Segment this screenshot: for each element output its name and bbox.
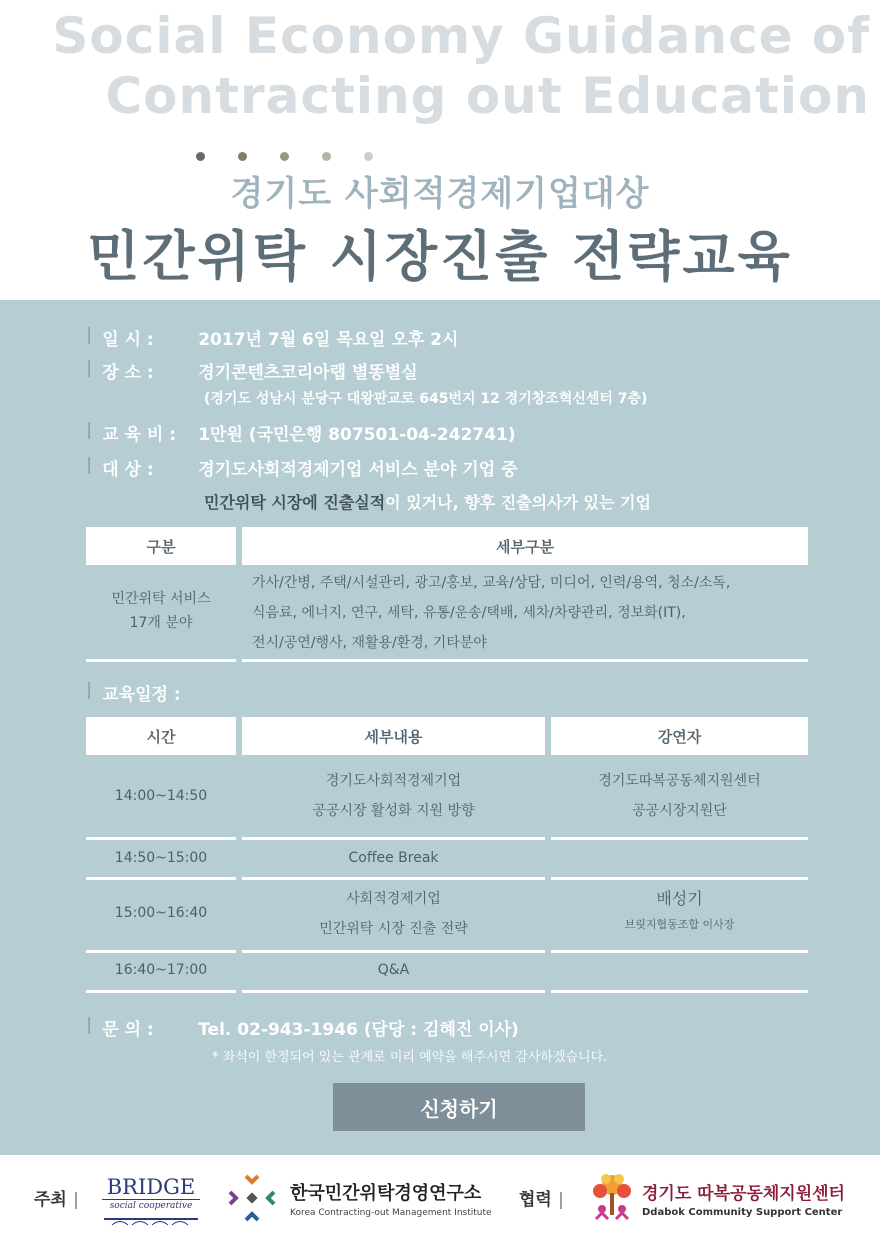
- dot-5: [364, 152, 373, 161]
- bridge-logo: [102, 1175, 200, 1230]
- info-place: [86, 358, 418, 383]
- place-label: 장 소 :: [102, 363, 154, 383]
- row-2-divider: [551, 877, 808, 880]
- schedule-row-4-content: Q&A: [377, 962, 410, 978]
- contact-value: Tel. 02-943-1946 (담당 : 김혜진 이사): [198, 1020, 519, 1040]
- schedule-label-text: 교육일정 :: [102, 685, 181, 705]
- host-label: 주최: [34, 1190, 67, 1210]
- target-label: 대 상 :: [102, 460, 154, 480]
- schedule-row-3-speaker: [551, 884, 808, 936]
- kcmi-sub: Korea Contracting-out Management Institute: [290, 1208, 492, 1218]
- ddabok-name: 경기도 따복공동체지원센터: [642, 1184, 845, 1204]
- schedule-row-3-time: 15:00~16:40: [114, 905, 208, 921]
- target-line-2-highlight: 민간위탁 시장에 진출실적: [204, 493, 386, 512]
- footer: [0, 1155, 880, 1245]
- dot-2: [238, 152, 247, 161]
- date-value: 2017년 7월 6일 목요일 오후 2시: [198, 330, 459, 350]
- schedule-row-2-time: 14:50~15:00: [114, 850, 208, 866]
- category-right-line-2: 식음료, 에너지, 연구, 세탁, 유통/운송/택배, 세차/차량관리, 정보화(IT),: [252, 605, 686, 621]
- schedule-row-1-content: [242, 766, 545, 826]
- row-3-content-line-1: 사회적경제기업: [346, 891, 441, 907]
- info-fee: [86, 420, 516, 445]
- partner-label: 협력: [519, 1190, 552, 1210]
- row-4-divider: [86, 990, 236, 993]
- date-label: 일 시 :: [102, 330, 154, 350]
- info-contact: [86, 1015, 519, 1040]
- apply-button[interactable]: 신청하기: [333, 1083, 585, 1131]
- schedule-header-time: 시간: [86, 717, 236, 755]
- reservation-note: * 좌석이 한정되어 있는 관계로 미리 예약을 해주시면 감사하겠습니다.: [212, 1050, 608, 1065]
- fee-value: 1만원 (국민은행 807501-04-242741): [198, 425, 516, 445]
- row-1-speaker-line-2: 공공시장지원단: [632, 803, 727, 819]
- separator-bar: |: [72, 1190, 80, 1210]
- row-1-content-line-1: 경기도사회적경제기업: [325, 773, 462, 789]
- schedule-row-2-content: Coffee Break: [348, 850, 439, 866]
- info-target: [86, 455, 518, 480]
- ddabok-sub: Ddabok Community Support Center: [642, 1207, 843, 1218]
- row-3-divider: [551, 950, 808, 953]
- bullet-bar: |: [86, 358, 93, 378]
- category-right-cell: [252, 568, 730, 658]
- row-1-divider: [551, 837, 808, 840]
- row-3-divider: [242, 950, 545, 953]
- category-left-cell: [86, 587, 236, 635]
- bullet-bar: |: [86, 680, 93, 700]
- row-2-divider: [242, 877, 545, 880]
- dot-1: [196, 152, 205, 161]
- host-label-wrap: [34, 1185, 79, 1210]
- bg-title-line-1: Social Economy Guidance of: [52, 7, 870, 65]
- row-4-divider: [242, 990, 545, 993]
- fee-label: 교 육 비 :: [102, 425, 177, 445]
- target-line-2-rest: 이 있거나, 향후 진출의사가 있는 기업: [385, 493, 651, 512]
- category-divider-left: [86, 659, 236, 662]
- category-left-line-2: 17개 분야: [129, 615, 193, 631]
- bullet-bar: |: [86, 1015, 93, 1035]
- poster-header: [0, 0, 880, 300]
- main-title: 민간위탁 시장진출 전략교육: [87, 225, 793, 288]
- ddabok-logo-text: [642, 1179, 845, 1218]
- decorative-dots: [196, 152, 373, 161]
- bridge-arch-icon: [102, 1218, 200, 1226]
- place-value: 경기콘텐츠코리아랩 별똥별실: [198, 363, 418, 383]
- dot-4: [322, 152, 331, 161]
- row-1-speaker-line-1: 경기도따복공동체지원센터: [598, 773, 761, 789]
- partner-label-wrap: [519, 1185, 564, 1210]
- category-header-detail: 세부구분: [242, 527, 808, 565]
- category-left-line-1: 민간위탁 서비스: [111, 591, 211, 607]
- bridge-logo-name: BRIDGE: [106, 1175, 196, 1199]
- bridge-logo-sub: social cooperative: [102, 1199, 200, 1211]
- category-header-gubun: 구분: [86, 527, 236, 565]
- dot-3: [280, 152, 289, 161]
- row-1-divider: [242, 837, 545, 840]
- separator-bar: |: [557, 1190, 565, 1210]
- row-4-divider: [551, 990, 808, 993]
- category-divider-right: [242, 659, 808, 662]
- row-1-divider: [86, 837, 236, 840]
- bullet-bar: |: [86, 325, 93, 345]
- row-3-divider: [86, 950, 236, 953]
- subtitle: 경기도 사회적경제기업대상: [230, 174, 650, 214]
- kcmi-name: 한국민간위탁경영연구소: [290, 1183, 482, 1204]
- schedule-row-1-time: 14:00~14:50: [114, 788, 208, 804]
- row-3-speaker-name: 배성기: [656, 889, 703, 908]
- bullet-bar: |: [86, 420, 93, 440]
- kcmi-logo-text: [290, 1179, 492, 1218]
- bg-title-line-2: Contracting out Education: [105, 67, 870, 125]
- info-date: [86, 325, 458, 350]
- bullet-bar: |: [86, 455, 93, 475]
- schedule-row-3-content: [242, 884, 545, 944]
- schedule-row-1-speaker: [551, 766, 808, 826]
- contact-label: 문 의 :: [102, 1020, 154, 1040]
- row-1-content-line-2: 공공시장 활성화 지원 방향: [312, 803, 475, 819]
- target-value: 경기도사회적경제기업 서비스 분야 기업 중: [198, 460, 518, 480]
- row-3-speaker-title: 브릿지협동조합 이사장: [624, 918, 735, 931]
- schedule-header-content: 세부내용: [242, 717, 545, 755]
- target-line-2: [204, 490, 651, 513]
- schedule-label: [86, 680, 181, 705]
- category-right-line-1: 가사/간병, 주택/시설관리, 광고/홍보, 교육/상담, 미디어, 인력/용역, 청소/소독,: [252, 575, 731, 591]
- row-2-divider: [86, 877, 236, 880]
- schedule-row-4-time: 16:40~17:00: [114, 962, 208, 978]
- row-3-content-line-2: 민간위탁 시장 진출 전략: [319, 921, 468, 937]
- schedule-header-speaker: 강연자: [551, 717, 808, 755]
- background-english-title: [52, 6, 870, 126]
- kcmi-logo-icon: [226, 1172, 278, 1224]
- ddabok-tree-icon: [586, 1171, 638, 1221]
- place-address: (경기도 성남시 분당구 대왕판교로 645번지 12 경기창조혁신센터 7층): [204, 391, 648, 407]
- category-right-line-3: 전시/공연/행사, 재활용/환경, 기타분야: [252, 635, 487, 651]
